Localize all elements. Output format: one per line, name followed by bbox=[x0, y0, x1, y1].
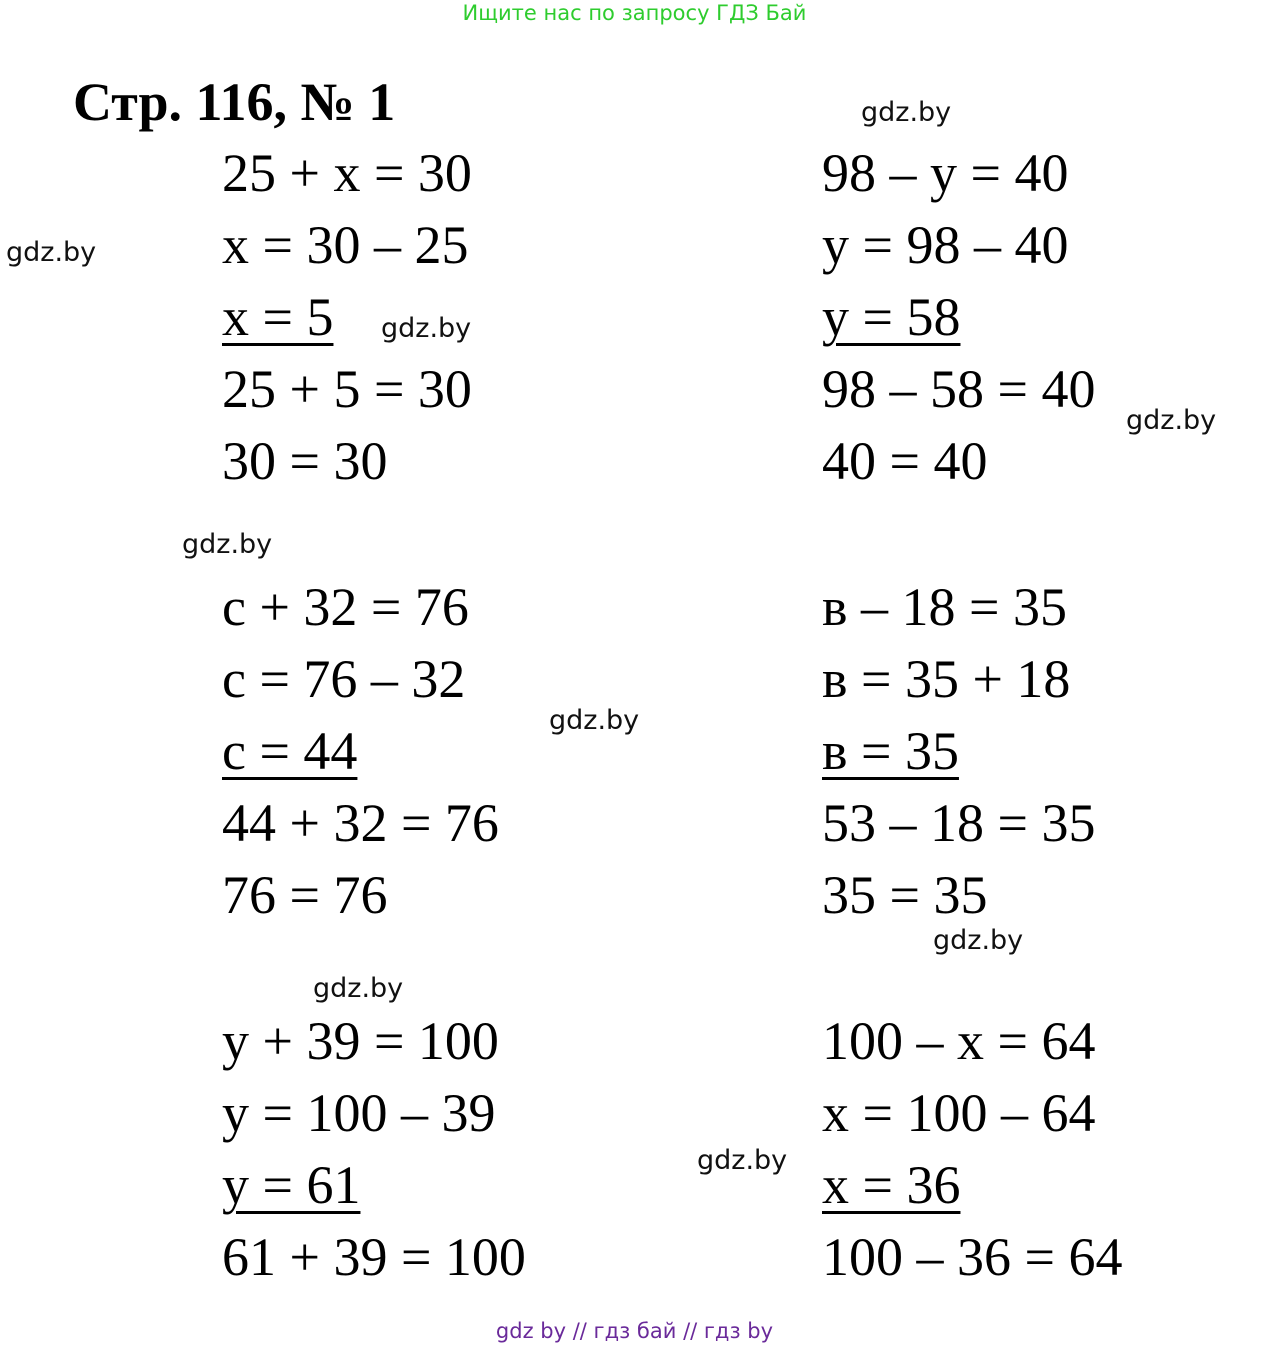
watermark: gdz.by bbox=[381, 313, 472, 344]
watermark: gdz.by bbox=[933, 925, 1024, 956]
equation-line: x = 30 – 25 bbox=[222, 215, 469, 275]
check-line: 44 + 32 = 76 bbox=[222, 793, 499, 853]
watermark: gdz.by bbox=[861, 97, 952, 128]
answer-line: y = 61 bbox=[222, 1155, 361, 1215]
equation-line: c = 76 – 32 bbox=[222, 649, 466, 709]
watermark: gdz.by bbox=[6, 237, 97, 268]
equation-line: в = 35 + 18 bbox=[822, 649, 1071, 709]
check-line: 53 – 18 = 35 bbox=[822, 793, 1096, 853]
page-title: Стр. 116, № 1 bbox=[73, 72, 396, 132]
equation-line: 100 – x = 64 bbox=[822, 1011, 1096, 1071]
watermark: gdz.by bbox=[313, 973, 404, 1004]
check-line: 61 + 39 = 100 bbox=[222, 1227, 526, 1287]
watermark: gdz.by bbox=[697, 1145, 788, 1176]
equation-line: y = 100 – 39 bbox=[222, 1083, 496, 1143]
watermark: gdz.by bbox=[1126, 405, 1217, 436]
equation-line: 98 – y = 40 bbox=[822, 143, 1069, 203]
equation-line: x = 100 – 64 bbox=[822, 1083, 1096, 1143]
check-line: 98 – 58 = 40 bbox=[822, 359, 1096, 419]
equation-line: в – 18 = 35 bbox=[822, 577, 1067, 637]
answer-line: c = 44 bbox=[222, 721, 358, 781]
watermark: gdz.by bbox=[182, 529, 273, 560]
check-line: 35 = 35 bbox=[822, 865, 988, 925]
answer-line: x = 36 bbox=[822, 1155, 961, 1215]
check-line: 40 = 40 bbox=[822, 431, 988, 491]
equation-line: y + 39 = 100 bbox=[222, 1011, 499, 1071]
equation-line: y = 98 – 40 bbox=[822, 215, 1069, 275]
footer-links: gdz by // гдз бай // гдз by bbox=[495, 1319, 774, 1343]
answer-line: y = 58 bbox=[822, 287, 961, 347]
answer-line: в = 35 bbox=[822, 721, 959, 781]
check-line: 25 + 5 = 30 bbox=[222, 359, 472, 419]
check-line: 100 – 36 = 64 bbox=[822, 1227, 1123, 1287]
equation-line: c + 32 = 76 bbox=[222, 577, 469, 637]
check-line: 76 = 76 bbox=[222, 865, 388, 925]
top-banner: Ищите нас по запросу ГДЗ Бай bbox=[462, 1, 807, 25]
answer-line: x = 5 bbox=[222, 287, 334, 347]
watermark: gdz.by bbox=[549, 705, 640, 736]
equation-line: 25 + x = 30 bbox=[222, 143, 472, 203]
check-line: 30 = 30 bbox=[222, 431, 388, 491]
